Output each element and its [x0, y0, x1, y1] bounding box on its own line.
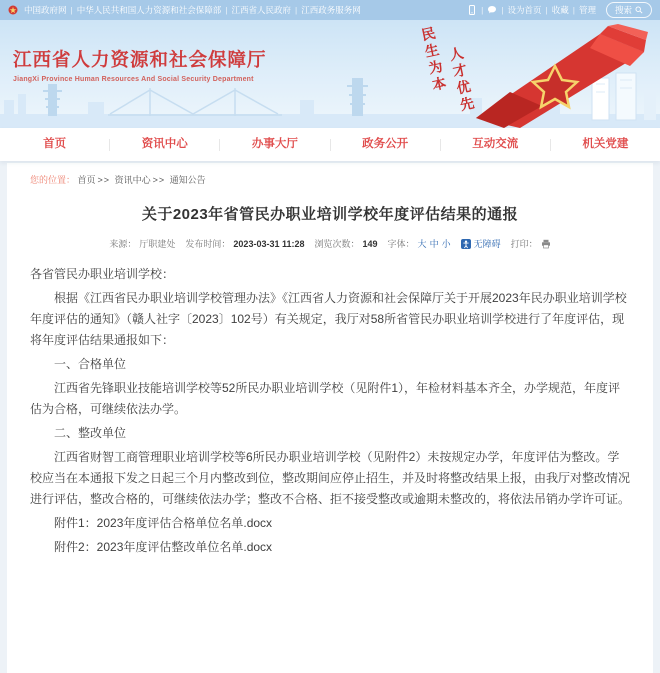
meta-time-value: 2023-03-31 11:28 — [233, 238, 305, 249]
meta-source-value: 厅职建处 — [139, 239, 176, 249]
nav-item-news[interactable]: 资讯中心 — [141, 138, 188, 150]
meta-views-value: 149 — [362, 238, 378, 249]
article-meta — [30, 237, 630, 250]
slogan-text-2: 人才优先 — [447, 45, 477, 115]
nav-item-party-building[interactable]: 机关党建 — [582, 138, 629, 150]
attachment-link-2[interactable]: 附件2：2023年度评估整改单位名单.docx — [54, 540, 273, 554]
nav-item-interaction[interactable]: 互动交流 — [472, 138, 519, 150]
topbar-link-service-net[interactable]: 江西政务服务网 — [301, 5, 361, 15]
site-brand — [13, 46, 267, 83]
meta-print-label: 打印： — [510, 239, 538, 249]
breadcrumb-separator — [153, 175, 166, 185]
nav-item-home[interactable]: 首页 — [43, 138, 67, 150]
breadcrumb-notices[interactable]: 通知公告 — [169, 175, 206, 185]
meta-font-label: 字体： — [387, 239, 415, 249]
attachment-row — [30, 513, 630, 534]
section-heading-rectification: 二、整改单位 — [54, 426, 127, 440]
breadcrumb-separator — [98, 175, 111, 185]
attachment-link-1[interactable]: 附件1：2023年度评估合格单位名单.docx — [54, 516, 273, 530]
nav-item-service-hall[interactable]: 办事大厅 — [251, 138, 298, 150]
topbar-link-china-gov[interactable]: 中国政府网 — [24, 5, 67, 15]
divider — [481, 5, 483, 15]
set-homepage-link[interactable]: 设为首页 — [507, 5, 542, 15]
meta-source-label: 来源： — [109, 239, 137, 249]
topbar — [0, 0, 660, 20]
topbar-links — [8, 4, 361, 16]
breadcrumb — [30, 173, 630, 186]
meta-time-label: 发布时间： — [185, 239, 231, 249]
font-size-small-button[interactable]: 小 — [441, 239, 451, 249]
favorite-link[interactable]: 收藏 — [551, 5, 569, 15]
search-icon — [635, 6, 643, 14]
national-emblem-icon — [8, 5, 18, 15]
paragraph: 各省管民办职业培训学校： — [30, 267, 175, 281]
article-body — [30, 264, 630, 558]
nav-item-gov-affairs[interactable]: 政务公开 — [362, 138, 409, 150]
divider — [295, 5, 297, 15]
divider — [71, 5, 73, 15]
topbar-link-jiangxi-gov[interactable]: 江西省人民政府 — [231, 5, 291, 15]
content-panel — [7, 163, 653, 673]
mobile-icon[interactable] — [467, 5, 477, 15]
header-banner — [0, 20, 660, 128]
font-size-medium-button[interactable]: 中 — [429, 239, 439, 249]
breadcrumb-prefix: 您的位置： — [30, 175, 76, 185]
paragraph: 江西省财智工商管理职业培训学校等6所民办职业培训学校（见附件2）未按规定办学，年度评估为整改。学校应当在本通报下发之日起三个月内整改到位，整改期间应停止招生，并及时将整改结果上报，由我厅对整改情况进行评估，整改合格的，可继续依法办学；整改不合格、拒不接受整改或逾期未整改的，将依法吊销办学许可证。 — [30, 450, 631, 506]
divider — [225, 5, 227, 15]
wechat-icon[interactable] — [487, 5, 497, 15]
topbar-tools — [467, 2, 652, 18]
article-title: 关于2023年省管民办职业培训学校年度评估结果的通报 — [141, 206, 519, 223]
meta-views-label: 浏览次数： — [314, 239, 360, 249]
attachment-row — [30, 537, 630, 558]
divider — [573, 5, 575, 15]
search-button[interactable] — [606, 2, 652, 18]
divider — [501, 5, 503, 15]
search-button-label: 搜索 — [614, 5, 632, 15]
slogan-text-1: 民生为本 — [419, 25, 449, 95]
paragraph: 江西省先锋职业技能培训学校等52所民办职业培训学校（见附件1），年检材料基本齐全，办学规范，年度评估为合格，可继续依法办学。 — [30, 381, 621, 416]
divider — [546, 5, 548, 15]
breadcrumb-news-center[interactable]: 资讯中心 — [114, 175, 151, 185]
site-title: 江西省人力资源和社会保障厅 — [13, 49, 267, 70]
red-flag-graphic — [458, 22, 648, 128]
manage-link[interactable]: 管理 — [578, 5, 596, 15]
accessibility-icon[interactable] — [461, 239, 471, 249]
breadcrumb-home[interactable]: 首页 — [77, 175, 96, 185]
site-title-en: JiangXi Province Human Resources And Social Security Department — [13, 76, 254, 83]
paragraph: 根据《江西省民办职业培训学校管理办法》《江西省人力资源和社会保障厅关于开展2023年民办职业培训学校年度评估的通知》（赣人社字〔2023〕102号）有关规定，我厅对58所省管民办职业培训学校进行了年度评估，现将年度评估结果通报如下： — [30, 291, 627, 347]
printer-icon[interactable] — [541, 239, 551, 249]
font-size-large-button[interactable]: 大 — [417, 239, 427, 249]
topbar-link-mohrss[interactable]: 中华人民共和国人力资源和社会保障部 — [76, 5, 222, 15]
accessibility-link[interactable]: 无障碍 — [473, 239, 501, 249]
main-nav — [0, 128, 660, 161]
section-heading-qualified: 一、合格单位 — [54, 357, 127, 371]
